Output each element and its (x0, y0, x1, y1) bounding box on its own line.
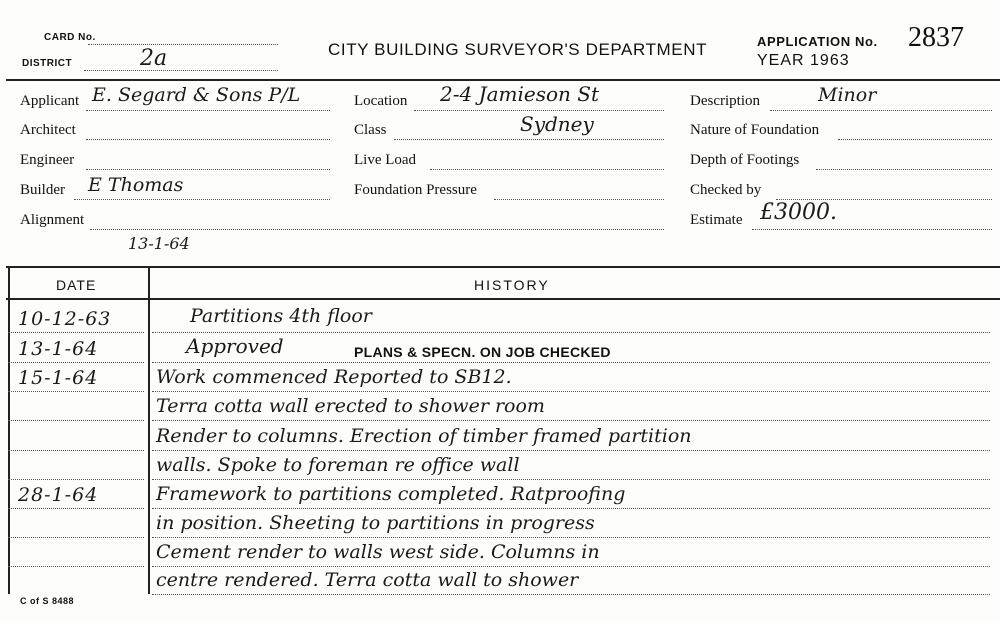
applicant-label: Applicant (20, 93, 80, 109)
nature-of-foundation-label: Nature of Foundation (690, 122, 820, 138)
district-label: DISTRICT (22, 58, 73, 69)
alignment-line (90, 229, 664, 230)
date-row-line (8, 450, 144, 451)
live-load-line (430, 169, 664, 170)
description-value: Minor (818, 84, 877, 106)
row-text: centre rendered. Terra cotta wall to shower (156, 569, 579, 591)
row-text: Work commenced Reported to SB12. (156, 366, 512, 388)
header-rule (6, 79, 1000, 81)
row-date: 28-1-64 (18, 484, 99, 506)
date-column-header: DATE (56, 277, 97, 293)
district-line (84, 70, 278, 71)
engineer-label: Engineer (20, 152, 75, 168)
application-number: 2837 (908, 22, 964, 53)
alignment-label: Alignment (20, 212, 85, 228)
class-line (394, 139, 664, 140)
date-row-line (8, 479, 144, 480)
depth-of-footings-line (816, 169, 992, 170)
estimate-label: Estimate (690, 212, 743, 228)
date-row-line (8, 332, 144, 333)
location-value-2: Sydney (520, 112, 594, 136)
builder-value: E Thomas (88, 174, 184, 196)
applicant-line (86, 110, 330, 111)
builder-label: Builder (20, 182, 65, 198)
form-code: C of S 8488 (20, 596, 75, 606)
nature-of-foundation-line (838, 139, 992, 140)
history-row-line (152, 332, 990, 333)
history-row-line (152, 391, 990, 392)
history-column-header: HISTORY (474, 277, 550, 293)
location-label: Location (354, 93, 408, 109)
estimate-value: £3000. (760, 200, 837, 225)
table-header-rule (6, 298, 1000, 300)
row-date: 15-1-64 (18, 367, 99, 389)
engineer-line (86, 169, 330, 170)
district-value: 2a (140, 46, 168, 71)
description-label: Description (690, 93, 760, 109)
live-load-label: Live Load (354, 152, 417, 168)
row-text: Render to columns. Erection of timber framed partition (156, 425, 692, 447)
foundation-pressure-line (494, 199, 664, 200)
date-row-line (8, 420, 144, 421)
row-date: 10-12-63 (18, 308, 112, 330)
checked-stamp: PLANS & SPECN. ON JOB CHECKED (354, 344, 611, 360)
history-row-line (152, 594, 990, 595)
card-no-label: CARD No. (44, 32, 96, 43)
foundation-pressure-label: Foundation Pressure (354, 182, 477, 198)
checked-by-label: Checked by (690, 182, 762, 198)
history-row-line (152, 566, 990, 567)
history-row-line (152, 362, 990, 363)
date-row-line (8, 537, 144, 538)
date-row-line (8, 508, 144, 509)
history-row-line (152, 479, 990, 480)
history-row-line (152, 420, 990, 421)
builder-line (74, 199, 330, 200)
depth-of-footings-label: Depth of Footings (690, 152, 800, 168)
date-row-line (8, 566, 144, 567)
location-value-1: 2-4 Jamieson St (440, 82, 599, 106)
date-row-line (8, 391, 144, 392)
row-date: 13-1-64 (18, 338, 99, 360)
note-date: 13-1-64 (128, 234, 190, 253)
row-text: Framework to partitions completed. Ratproofing (156, 483, 626, 505)
department-title: CITY BUILDING SURVEYOR'S DEPARTMENT (328, 40, 708, 59)
history-row-line (152, 508, 990, 509)
row-text: Terra cotta wall erected to shower room (156, 395, 545, 417)
row-text: in position. Sheeting to partitions in progress (156, 512, 595, 534)
year-label: YEAR 1963 (757, 52, 850, 69)
location-line (414, 110, 664, 111)
row-text: walls. Spoke to foreman re office wall (156, 454, 520, 476)
estimate-line (752, 229, 992, 230)
table-top-rule (6, 266, 1000, 268)
row-text: Cement render to walls west side. Columns in (156, 541, 600, 563)
architect-label: Architect (20, 122, 76, 138)
column-divider (148, 268, 150, 594)
class-label: Class (354, 122, 387, 138)
history-row-line (152, 537, 990, 538)
left-border (8, 268, 10, 594)
date-row-line (8, 362, 144, 363)
architect-line (86, 139, 330, 140)
applicant-value: E. Segard & Sons P/L (92, 84, 301, 106)
card-no-line (88, 44, 278, 45)
application-label: APPLICATION No. (757, 34, 878, 49)
history-row-line (152, 450, 990, 451)
row-text: Partitions 4th floor (190, 305, 372, 327)
row-text: Approved (186, 334, 284, 358)
description-line (770, 110, 992, 111)
